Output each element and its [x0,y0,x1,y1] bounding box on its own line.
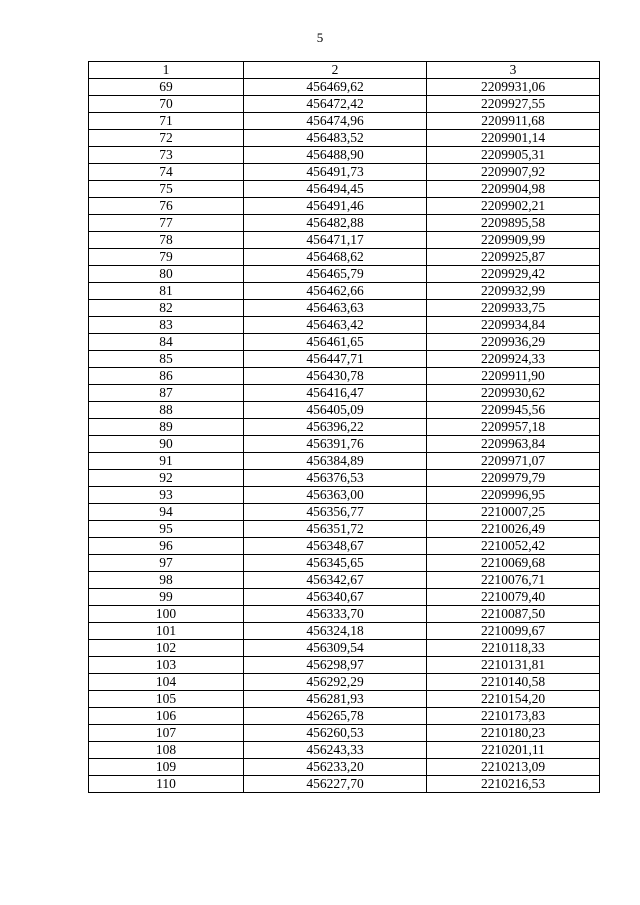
point-number-cell: 80 [89,266,244,283]
column-header-x: 2 [244,62,427,79]
point-number-cell: 83 [89,317,244,334]
x-coordinate-cell: 456461,65 [244,334,427,351]
y-coordinate-cell: 2209963,84 [427,436,600,453]
x-coordinate-cell: 456469,62 [244,79,427,96]
y-coordinate-cell: 2209911,68 [427,113,600,130]
table-row [89,776,600,793]
x-coordinate-cell: 456363,00 [244,487,427,504]
table-row [89,470,600,487]
table-row [89,283,600,300]
table-row [89,606,600,623]
table-row [89,487,600,504]
point-number-cell: 78 [89,232,244,249]
x-coordinate-cell: 456265,78 [244,708,427,725]
x-coordinate-cell: 456405,09 [244,402,427,419]
table-row [89,572,600,589]
y-coordinate-cell: 2210173,83 [427,708,600,725]
y-coordinate-cell: 2209932,99 [427,283,600,300]
x-coordinate-cell: 456488,90 [244,147,427,164]
table-row [89,79,600,96]
point-number-cell: 110 [89,776,244,793]
x-coordinate-cell: 456298,97 [244,657,427,674]
table-row [89,351,600,368]
point-number-cell: 89 [89,419,244,436]
x-coordinate-cell: 456468,62 [244,249,427,266]
point-number-cell: 109 [89,759,244,776]
x-coordinate-cell: 456348,67 [244,538,427,555]
y-coordinate-cell: 2209902,21 [427,198,600,215]
point-number-cell: 90 [89,436,244,453]
table-row [89,368,600,385]
column-header-point: 1 [89,62,244,79]
point-number-cell: 84 [89,334,244,351]
y-coordinate-cell: 2209909,99 [427,232,600,249]
x-coordinate-cell: 456384,89 [244,453,427,470]
y-coordinate-cell: 2210007,25 [427,504,600,521]
x-coordinate-cell: 456472,42 [244,96,427,113]
point-number-cell: 102 [89,640,244,657]
table-row [89,657,600,674]
x-coordinate-cell: 456463,42 [244,317,427,334]
y-coordinate-cell: 2209907,92 [427,164,600,181]
point-number-cell: 86 [89,368,244,385]
point-number-cell: 93 [89,487,244,504]
table-row [89,640,600,657]
y-coordinate-cell: 2209904,98 [427,181,600,198]
y-coordinate-cell: 2210216,53 [427,776,600,793]
table-row [89,181,600,198]
y-coordinate-cell: 2209929,42 [427,266,600,283]
point-number-cell: 107 [89,725,244,742]
point-number-cell: 76 [89,198,244,215]
x-coordinate-cell: 456260,53 [244,725,427,742]
point-number-cell: 105 [89,691,244,708]
table-row [89,130,600,147]
y-coordinate-cell: 2210154,20 [427,691,600,708]
x-coordinate-cell: 456391,76 [244,436,427,453]
point-number-cell: 99 [89,589,244,606]
x-coordinate-cell: 456342,67 [244,572,427,589]
point-number-cell: 74 [89,164,244,181]
page-number: 5 [316,30,324,45]
x-coordinate-cell: 456324,18 [244,623,427,640]
point-number-cell: 103 [89,657,244,674]
table-row [89,453,600,470]
table-row [89,589,600,606]
x-coordinate-cell: 456491,46 [244,198,427,215]
y-coordinate-cell: 2209936,29 [427,334,600,351]
table-row [89,215,600,232]
table-row [89,555,600,572]
x-coordinate-cell: 456345,65 [244,555,427,572]
point-number-cell: 98 [89,572,244,589]
point-number-cell: 97 [89,555,244,572]
x-coordinate-cell: 456333,70 [244,606,427,623]
table-row [89,708,600,725]
point-number-cell: 92 [89,470,244,487]
table-row [89,419,600,436]
y-coordinate-cell: 2209933,75 [427,300,600,317]
table-row [89,300,600,317]
point-number-cell: 82 [89,300,244,317]
x-coordinate-cell: 456351,72 [244,521,427,538]
x-coordinate-cell: 456471,17 [244,232,427,249]
y-coordinate-cell: 2209996,95 [427,487,600,504]
x-coordinate-cell: 456430,78 [244,368,427,385]
table-row [89,742,600,759]
point-number-cell: 75 [89,181,244,198]
y-coordinate-cell: 2210118,33 [427,640,600,657]
x-coordinate-cell: 456340,67 [244,589,427,606]
point-number-cell: 81 [89,283,244,300]
x-coordinate-cell: 456309,54 [244,640,427,657]
column-header-y: 3 [427,62,600,79]
point-number-cell: 106 [89,708,244,725]
point-number-cell: 94 [89,504,244,521]
y-coordinate-cell: 2210140,58 [427,674,600,691]
point-number-cell: 91 [89,453,244,470]
point-number-cell: 79 [89,249,244,266]
table-row [89,623,600,640]
point-number-cell: 87 [89,385,244,402]
table-header [89,62,600,79]
table-row [89,436,600,453]
table-row [89,96,600,113]
x-coordinate-cell: 456233,20 [244,759,427,776]
y-coordinate-cell: 2209927,55 [427,96,600,113]
point-number-cell: 85 [89,351,244,368]
x-coordinate-cell: 456281,93 [244,691,427,708]
table-row [89,674,600,691]
point-number-cell: 96 [89,538,244,555]
point-number-cell: 101 [89,623,244,640]
table-row [89,521,600,538]
y-coordinate-cell: 2209924,33 [427,351,600,368]
y-coordinate-cell: 2210076,71 [427,572,600,589]
y-coordinate-cell: 2209979,79 [427,470,600,487]
table-row [89,725,600,742]
point-number-cell: 69 [89,79,244,96]
x-coordinate-cell: 456356,77 [244,504,427,521]
table-header-row [89,62,600,79]
y-coordinate-cell: 2210213,09 [427,759,600,776]
point-number-cell: 95 [89,521,244,538]
table-row [89,249,600,266]
point-number-cell: 77 [89,215,244,232]
table-body [89,79,600,793]
y-coordinate-cell: 2209931,06 [427,79,600,96]
x-coordinate-cell: 456447,71 [244,351,427,368]
table-row [89,334,600,351]
table-row [89,317,600,334]
x-coordinate-cell: 456483,52 [244,130,427,147]
y-coordinate-cell: 2210201,11 [427,742,600,759]
table-row [89,232,600,249]
x-coordinate-cell: 456465,79 [244,266,427,283]
x-coordinate-cell: 456376,53 [244,470,427,487]
point-number-cell: 73 [89,147,244,164]
y-coordinate-cell: 2210087,50 [427,606,600,623]
y-coordinate-cell: 2209971,07 [427,453,600,470]
x-coordinate-cell: 456494,45 [244,181,427,198]
y-coordinate-cell: 2210180,23 [427,725,600,742]
point-number-cell: 70 [89,96,244,113]
table-row [89,113,600,130]
x-coordinate-cell: 456227,70 [244,776,427,793]
point-number-cell: 100 [89,606,244,623]
table-row [89,147,600,164]
coordinates-table [88,61,600,793]
table-row [89,759,600,776]
table-row [89,538,600,555]
y-coordinate-cell: 2210052,42 [427,538,600,555]
point-number-cell: 108 [89,742,244,759]
y-coordinate-cell: 2209925,87 [427,249,600,266]
y-coordinate-cell: 2210026,49 [427,521,600,538]
x-coordinate-cell: 456243,33 [244,742,427,759]
y-coordinate-cell: 2209905,31 [427,147,600,164]
y-coordinate-cell: 2209911,90 [427,368,600,385]
table-row [89,164,600,181]
point-number-cell: 71 [89,113,244,130]
y-coordinate-cell: 2209957,18 [427,419,600,436]
y-coordinate-cell: 2209901,14 [427,130,600,147]
table-row [89,266,600,283]
y-coordinate-cell: 2210099,67 [427,623,600,640]
x-coordinate-cell: 456396,22 [244,419,427,436]
table-row [89,691,600,708]
y-coordinate-cell: 2209945,56 [427,402,600,419]
x-coordinate-cell: 456491,73 [244,164,427,181]
x-coordinate-cell: 456292,29 [244,674,427,691]
x-coordinate-cell: 456462,66 [244,283,427,300]
y-coordinate-cell: 2210079,40 [427,589,600,606]
y-coordinate-cell: 2210131,81 [427,657,600,674]
x-coordinate-cell: 456463,63 [244,300,427,317]
x-coordinate-cell: 456474,96 [244,113,427,130]
x-coordinate-cell: 456416,47 [244,385,427,402]
point-number-cell: 88 [89,402,244,419]
x-coordinate-cell: 456482,88 [244,215,427,232]
y-coordinate-cell: 2209895,58 [427,215,600,232]
table-row [89,504,600,521]
table-row [89,198,600,215]
y-coordinate-cell: 2209934,84 [427,317,600,334]
y-coordinate-cell: 2210069,68 [427,555,600,572]
point-number-cell: 72 [89,130,244,147]
table-row [89,385,600,402]
table-row [89,402,600,419]
y-coordinate-cell: 2209930,62 [427,385,600,402]
point-number-cell: 104 [89,674,244,691]
